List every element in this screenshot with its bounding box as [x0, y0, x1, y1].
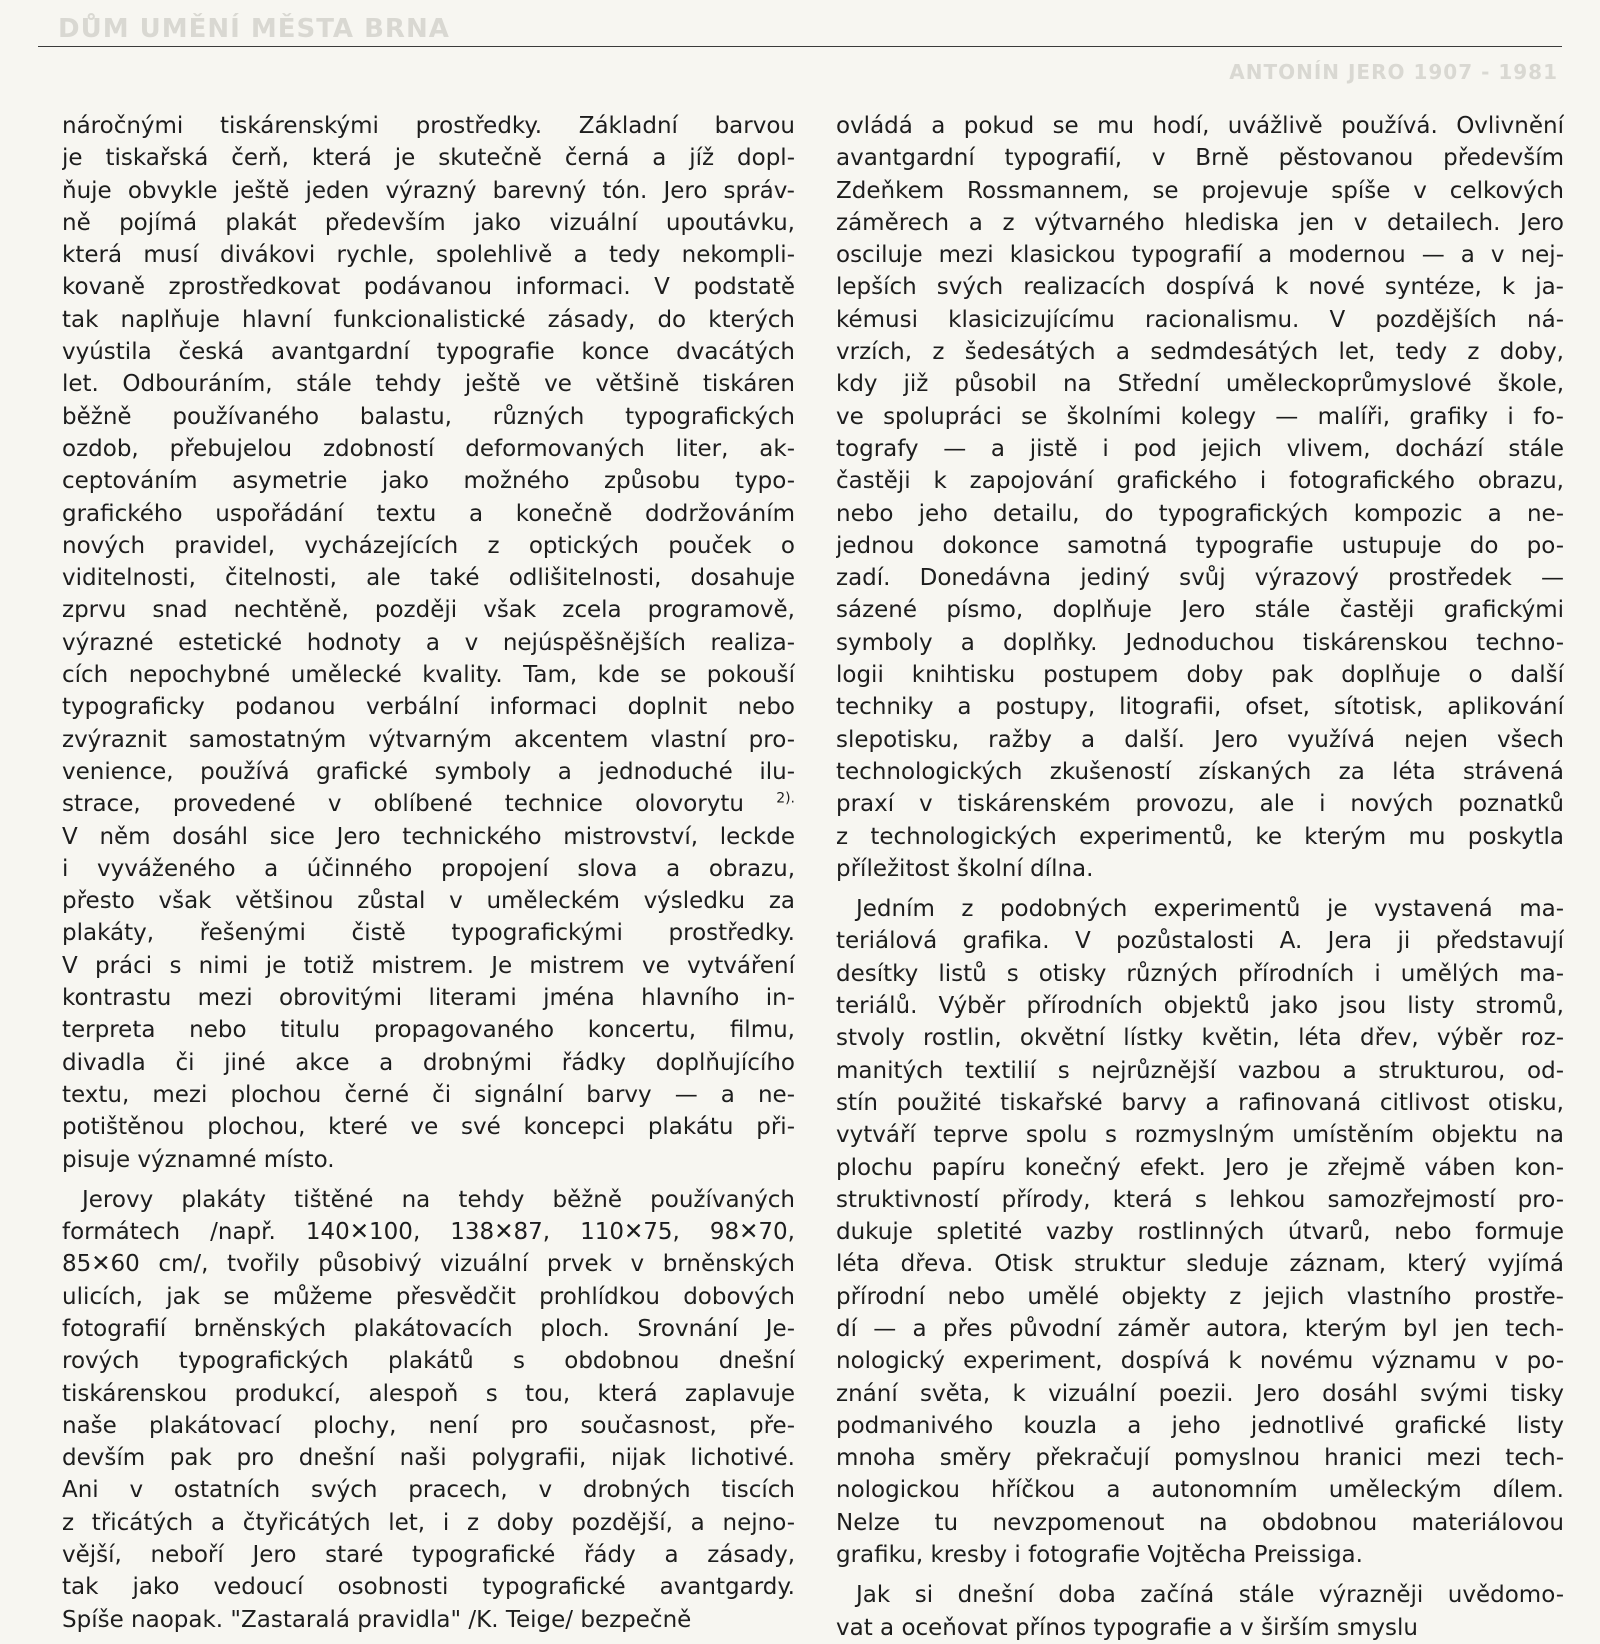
text-line-content: ně pojímá plakát především jako vizuální upoutávku,: [62, 209, 795, 236]
text-line: [836, 142, 1564, 174]
text-line: [62, 1216, 795, 1248]
text-line: [836, 368, 1564, 400]
text-line-content: strace, provedené v oblíbené technice olovorytu: [62, 791, 744, 818]
text-line-content: osciluje mezi klasickou typografií a modernou — a v nej-: [836, 242, 1564, 269]
text-line-content: textu, mezi plochou černé či signální barvy — a ne-: [62, 1081, 795, 1108]
text-line-content: Spíše naopak. "Zastaralá pravidla" /K. Teige/ bezpečně: [62, 1606, 692, 1633]
text-line-content: výrazné estetické hodnoty a v nejúspěšnějších realiza-: [62, 629, 795, 656]
text-line-content: lepších svých realizacích dospívá k nové syntéze, k ja-: [836, 274, 1564, 301]
text-line: [62, 142, 795, 174]
text-line: [836, 659, 1564, 691]
text-line: [62, 691, 795, 723]
text-line: [62, 1604, 795, 1636]
text-line: [62, 465, 795, 497]
text-line-content: Zdeňkem Rossmannem, se projevuje spíše v celkových: [836, 177, 1564, 204]
text-line-content: formátech /např. 140✕100, 138✕87, 110✕75, 98✕70,: [62, 1219, 795, 1246]
text-line-content: přírodní nebo umělé objekty z jejich vlastního prostře-: [836, 1283, 1564, 1310]
text-line: [62, 724, 795, 756]
text-line: [836, 1345, 1564, 1377]
text-line: [62, 821, 795, 853]
text-line-content: rových typografických plakátů s obdobnou dnešní: [62, 1348, 795, 1375]
text-line: [62, 627, 795, 659]
text-line: [836, 1378, 1564, 1410]
text-line-content: praxí v tiskárenském provozu, ale i nových poznatků: [836, 791, 1564, 818]
text-line: [62, 594, 795, 626]
text-line-content: symboly a doplňky. Jednoduchou tiskárenskou techno-: [836, 629, 1564, 656]
text-line: [836, 1507, 1564, 1539]
text-line-content: nových pravidel, vycházejících z optických pouček o: [62, 532, 795, 559]
text-line: [836, 1579, 1564, 1611]
text-line-content: dukuje spletité vazby rostlinných útvarů, nebo formuje: [836, 1219, 1564, 1246]
text-line-content: zadí. Donedávna jediný svůj výrazový prostředek —: [836, 565, 1564, 592]
text-line-content: tak jako vedoucí osobnosti typografické avantgardy.: [62, 1574, 795, 1601]
text-line: [62, 562, 795, 594]
text-line-content: techniky a postupy, litografii, ofset, sítotisk, aplikování: [836, 694, 1564, 721]
text-line-content: příležitost školní dílna.: [836, 855, 1094, 882]
text-line-content: struktivností přírody, která s lehkou samozřejmostí pro-: [836, 1186, 1564, 1213]
text-line: [836, 1539, 1564, 1571]
text-line-content: desítky listů s otisky různých přírodních i umělých ma-: [836, 960, 1564, 987]
text-line: [836, 691, 1564, 723]
text-line-content: nologický experiment, dospívá k novému významu v po-: [836, 1348, 1564, 1375]
text-line: [62, 368, 795, 400]
text-line: [62, 1410, 795, 1442]
text-line: [836, 175, 1564, 207]
text-line-content: ovládá a pokud se mu hodí, uvážlivě používá. Ovlivnění: [836, 113, 1564, 139]
text-line-content: V práci s nimi je totiž mistrem. Je mistrem ve vytváření: [62, 952, 795, 979]
text-line: [62, 1111, 795, 1143]
text-line: [836, 893, 1564, 925]
text-line-content: potištěnou plochou, které ve své koncepci plakátu při-: [62, 1114, 795, 1141]
text-line: [62, 1014, 795, 1046]
text-line-content: slepotisku, ražby a další. Jero využívá nejen všech: [836, 726, 1564, 753]
text-line-content: vytváří teprve spolu s rozmyslným umístěním objektu na: [836, 1122, 1564, 1149]
text-line-content: teriálů. Výběr přírodních objektů jako jsou listy stromů,: [836, 993, 1564, 1020]
text-line: [836, 530, 1564, 562]
text-line: [836, 304, 1564, 336]
text-line-content: stín použité tiskařské barvy a rafinovaná citlivost otisku,: [836, 1089, 1564, 1116]
text-line: [836, 562, 1564, 594]
text-line-content: cích nepochybné umělecké kvality. Tam, kde se pokouší: [62, 662, 795, 689]
text-line: [62, 659, 795, 691]
text-line: [62, 271, 795, 303]
text-line: [836, 207, 1564, 239]
text-line-content: technologických zkušeností získaných za léta strávená: [836, 758, 1564, 785]
text-line: [62, 1442, 795, 1474]
text-line-content: dí — a přes původní záměr autora, kterým byl jen tech-: [836, 1315, 1564, 1342]
text-line: [836, 756, 1564, 788]
text-line: [62, 756, 795, 788]
text-line-content: pisuje významné místo.: [62, 1146, 335, 1173]
text-line: [836, 1022, 1564, 1054]
text-line: [62, 917, 795, 949]
text-line-content: terpreta nebo titulu propagovaného koncertu, filmu,: [62, 1017, 795, 1044]
text-line: [836, 1216, 1564, 1248]
text-line: [62, 1474, 795, 1506]
text-line-content: běžně používaného balastu, různých typografických: [62, 403, 795, 430]
text-line-content: i vyváženého a účinného propojení slova a obrazu,: [62, 855, 795, 882]
text-line-content: je tiskařská čerň, která je skutečně černá a jíž dopl-: [62, 145, 795, 172]
text-line: [836, 1281, 1564, 1313]
text-line: [62, 239, 795, 271]
text-line-content: zprvu snad nechtěně, později však zcela programově,: [62, 597, 795, 624]
text-line: [62, 401, 795, 433]
text-line-content: ulicích, jak se můžeme přesvědčit prohlídkou dobových: [62, 1283, 795, 1310]
text-line: [62, 530, 795, 562]
text-line: [836, 990, 1564, 1022]
text-line-content: fotografií brněnských plakátovacích ploch. Srovnání Je-: [62, 1315, 795, 1342]
text-line: [62, 1345, 795, 1377]
text-line-content: plakáty, řešenými čistě typografickými prostředky.: [62, 920, 795, 947]
text-line: [62, 336, 795, 368]
text-line-content: manitých textilií s nejrůznější vazbou a strukturou, od-: [836, 1057, 1564, 1084]
text-line: [836, 1313, 1564, 1345]
text-line: [62, 1539, 795, 1571]
text-line-content: znání světa, k vizuální poezii. Jero dosáhl svými tisky: [836, 1380, 1564, 1407]
text-line-content: ozdob, přebujelou zdobností deformovaných liter, ak-: [62, 435, 795, 462]
text-line: [836, 958, 1564, 990]
text-line-content: kontrastu mezi obrovitými literami jména hlavního in-: [62, 985, 795, 1012]
text-line-content: kémusi klasicizujícímu racionalismu. V pozdějších ná-: [836, 306, 1564, 333]
text-line-content: sázené písmo, doplňuje Jero stále častěji grafickými: [836, 597, 1564, 624]
text-line: [836, 594, 1564, 626]
text-line-content: plochu papíru konečný efekt. Jero je zřejmě váben kon-: [836, 1154, 1564, 1181]
text-line-content: teriálová grafika. V pozůstalosti A. Jera ji představují: [836, 928, 1564, 955]
text-line-content: častěji k zapojování grafického i fotografického obrazu,: [836, 468, 1564, 495]
text-line-content: jednou dokonce samotná typografie ustupuje do po-: [836, 532, 1564, 559]
text-line: [62, 1144, 795, 1176]
text-line-content: grafického uspořádání textu a konečně dodržováním: [62, 500, 795, 527]
text-line-content: stvoly rostlin, okvětní lístky květin, léta dřev, výběr roz-: [836, 1025, 1564, 1052]
text-line-content: ňuje obvykle ještě jeden výrazný barevný tón. Jero správ-: [62, 177, 795, 204]
text-line-content: Jerovy plakáty tištěné na tehdy běžně používaných: [82, 1186, 795, 1213]
text-line-content: z technologických experimentů, ke kterým mu poskytla: [836, 823, 1564, 850]
text-line-content: Jedním z podobných experimentů je vystavená ma-: [856, 896, 1564, 923]
text-line: [62, 1507, 795, 1539]
text-line: [836, 401, 1564, 433]
text-line: [836, 1612, 1564, 1644]
text-line-content: nebo jeho detailu, do typografických kompozic a ne-: [836, 500, 1564, 527]
text-line: [62, 1378, 795, 1410]
text-line: [836, 853, 1564, 885]
text-line: [836, 1152, 1564, 1184]
text-line: [62, 1047, 795, 1079]
text-line: [62, 982, 795, 1014]
text-line-content: ve spolupráci se školními kolegy — malíři, grafiky i fo-: [836, 403, 1564, 430]
text-line: [836, 925, 1564, 957]
text-line: [62, 433, 795, 465]
text-line: [62, 498, 795, 530]
text-line: [836, 1410, 1564, 1442]
text-line-content: nologickou hříčkou a autonomním uměleckým dílem.: [836, 1477, 1564, 1504]
text-line-content: vyústila česká avantgardní typografie konce dvacátých: [62, 339, 795, 366]
text-line-content: tiskárenskou produkcí, alespoň s tou, která zaplavuje: [62, 1380, 795, 1407]
text-line-content: přesto však většinou zůstal v uměleckém výsledku za: [62, 888, 795, 915]
ghost-publisher-header: DŮM UMĚNÍ MĚSTA BRNA: [58, 14, 450, 44]
text-line-content: V něm dosáhl sice Jero technického mistrovství, leckde: [62, 823, 795, 850]
text-line: [62, 175, 795, 207]
text-line-content: podmanivého kouzla a jeho jednotlivé grafické listy: [836, 1412, 1564, 1439]
text-line-content: tografy — a jistě i pod jejich vlivem, dochází stále: [836, 435, 1564, 462]
text-line: [62, 304, 795, 336]
text-line: [836, 788, 1564, 820]
text-line-content: Ani v ostatních svých pracech, v drobných tiscích: [62, 1477, 795, 1504]
text-line: [836, 110, 1564, 142]
text-line: [836, 1474, 1564, 1506]
text-line: [62, 950, 795, 982]
text-line-content: 85✕60 cm/, tvořily působivý vizuální prvek v brněnských: [62, 1251, 795, 1278]
text-line: [836, 1087, 1564, 1119]
text-line: [836, 465, 1564, 497]
text-line-content: naše plakátovací plochy, není pro současnost, pře-: [62, 1412, 795, 1439]
text-line-content: devším pak pro dnešní naši polygrafii, nijak lichotivé.: [62, 1445, 795, 1472]
text-line-content: kdy již působil na Střední uměleckoprůmyslové škole,: [836, 371, 1564, 398]
text-column-left: [62, 110, 795, 1636]
text-line-content: záměrech a z výtvarného hlediska jen v detailech. Jero: [836, 209, 1564, 236]
text-line: [62, 1248, 795, 1280]
text-line: [62, 885, 795, 917]
header-rule: [38, 46, 1562, 47]
text-line-content: která musí divákovi rychle, spolehlivě a tedy nekompli-: [62, 242, 795, 269]
text-line-content: grafiku, kresby i fotografie Vojtěcha Preissiga.: [836, 1542, 1363, 1569]
text-line-content: kovaně zprostředkovat podávanou informaci. V podstatě: [62, 274, 795, 301]
text-line: [62, 1281, 795, 1313]
text-line: [836, 271, 1564, 303]
text-line-content: z třicátých a čtyřicátých let, i z doby pozdější, a nejno-: [62, 1509, 795, 1536]
text-line-content: náročnými tiskárenskými prostředky. Základní barvou: [62, 113, 795, 139]
text-line-content: vrzích, z šedesátých a sedmdesátých let, tedy z doby,: [836, 339, 1564, 366]
text-line: [836, 1184, 1564, 1216]
text-line: [836, 1055, 1564, 1087]
text-line: [836, 336, 1564, 368]
text-line: [62, 1313, 795, 1345]
text-line: [62, 788, 795, 820]
text-line-content: zvýraznit samostatným výtvarným akcentem vlastní pro-: [62, 726, 795, 753]
text-line: [836, 821, 1564, 853]
text-line: [836, 433, 1564, 465]
ghost-running-title: ANTONÍN JERO 1907 - 1981: [1229, 60, 1558, 84]
footnote-marker: 2).: [776, 790, 795, 807]
text-line: [836, 627, 1564, 659]
text-line-content: let. Odbouráním, stále tehdy ještě ve většině tiskáren: [62, 371, 795, 398]
text-line: [836, 498, 1564, 530]
text-line-content: venience, používá grafické symboly a jednoduché ilu-: [62, 758, 795, 785]
text-column-right: [836, 110, 1564, 1644]
text-line: [62, 1184, 795, 1216]
text-line-content: Nelze tu nevzpomenout na obdobnou materiálovou: [836, 1509, 1564, 1536]
text-line-content: divadla či jiné akce a drobnými řádky doplňujícího: [62, 1049, 795, 1076]
text-line: [836, 239, 1564, 271]
text-line: [62, 207, 795, 239]
text-line: [62, 853, 795, 885]
text-line-content: typograficky podanou verbální informaci doplnit nebo: [62, 694, 795, 721]
text-line-content: vější, neboří Jero staré typografické řády a zásady,: [62, 1542, 795, 1569]
text-line: [62, 110, 795, 142]
text-line-content: tak naplňuje hlavní funkcionalistické zásady, do kterých: [62, 306, 795, 333]
text-line-content: vat a oceňovat přínos typografie a v širším smyslu: [836, 1614, 1418, 1641]
text-line-content: mnoha směry překračují pomyslnou hranici mezi tech-: [836, 1445, 1564, 1472]
text-line-content: logii knihtisku postupem doby pak doplňuje o další: [836, 662, 1564, 689]
text-line: [836, 1248, 1564, 1280]
text-line-content: viditelnosti, čitelnosti, ale také odlišitelnosti, dosahuje: [62, 565, 795, 592]
text-line: [836, 1119, 1564, 1151]
text-line: [62, 1079, 795, 1111]
text-line: [836, 724, 1564, 756]
text-line-content: avantgardní typografií, v Brně pěstovanou především: [836, 145, 1564, 172]
text-line-content: Jak si dnešní doba začíná stále výrazněji uvědomo-: [856, 1582, 1564, 1609]
text-line: [836, 1442, 1564, 1474]
text-line-content: léta dřeva. Otisk struktur sleduje záznam, který vyjímá: [836, 1251, 1564, 1278]
text-line-content: ceptováním asymetrie jako možného způsobu typo-: [62, 468, 795, 495]
